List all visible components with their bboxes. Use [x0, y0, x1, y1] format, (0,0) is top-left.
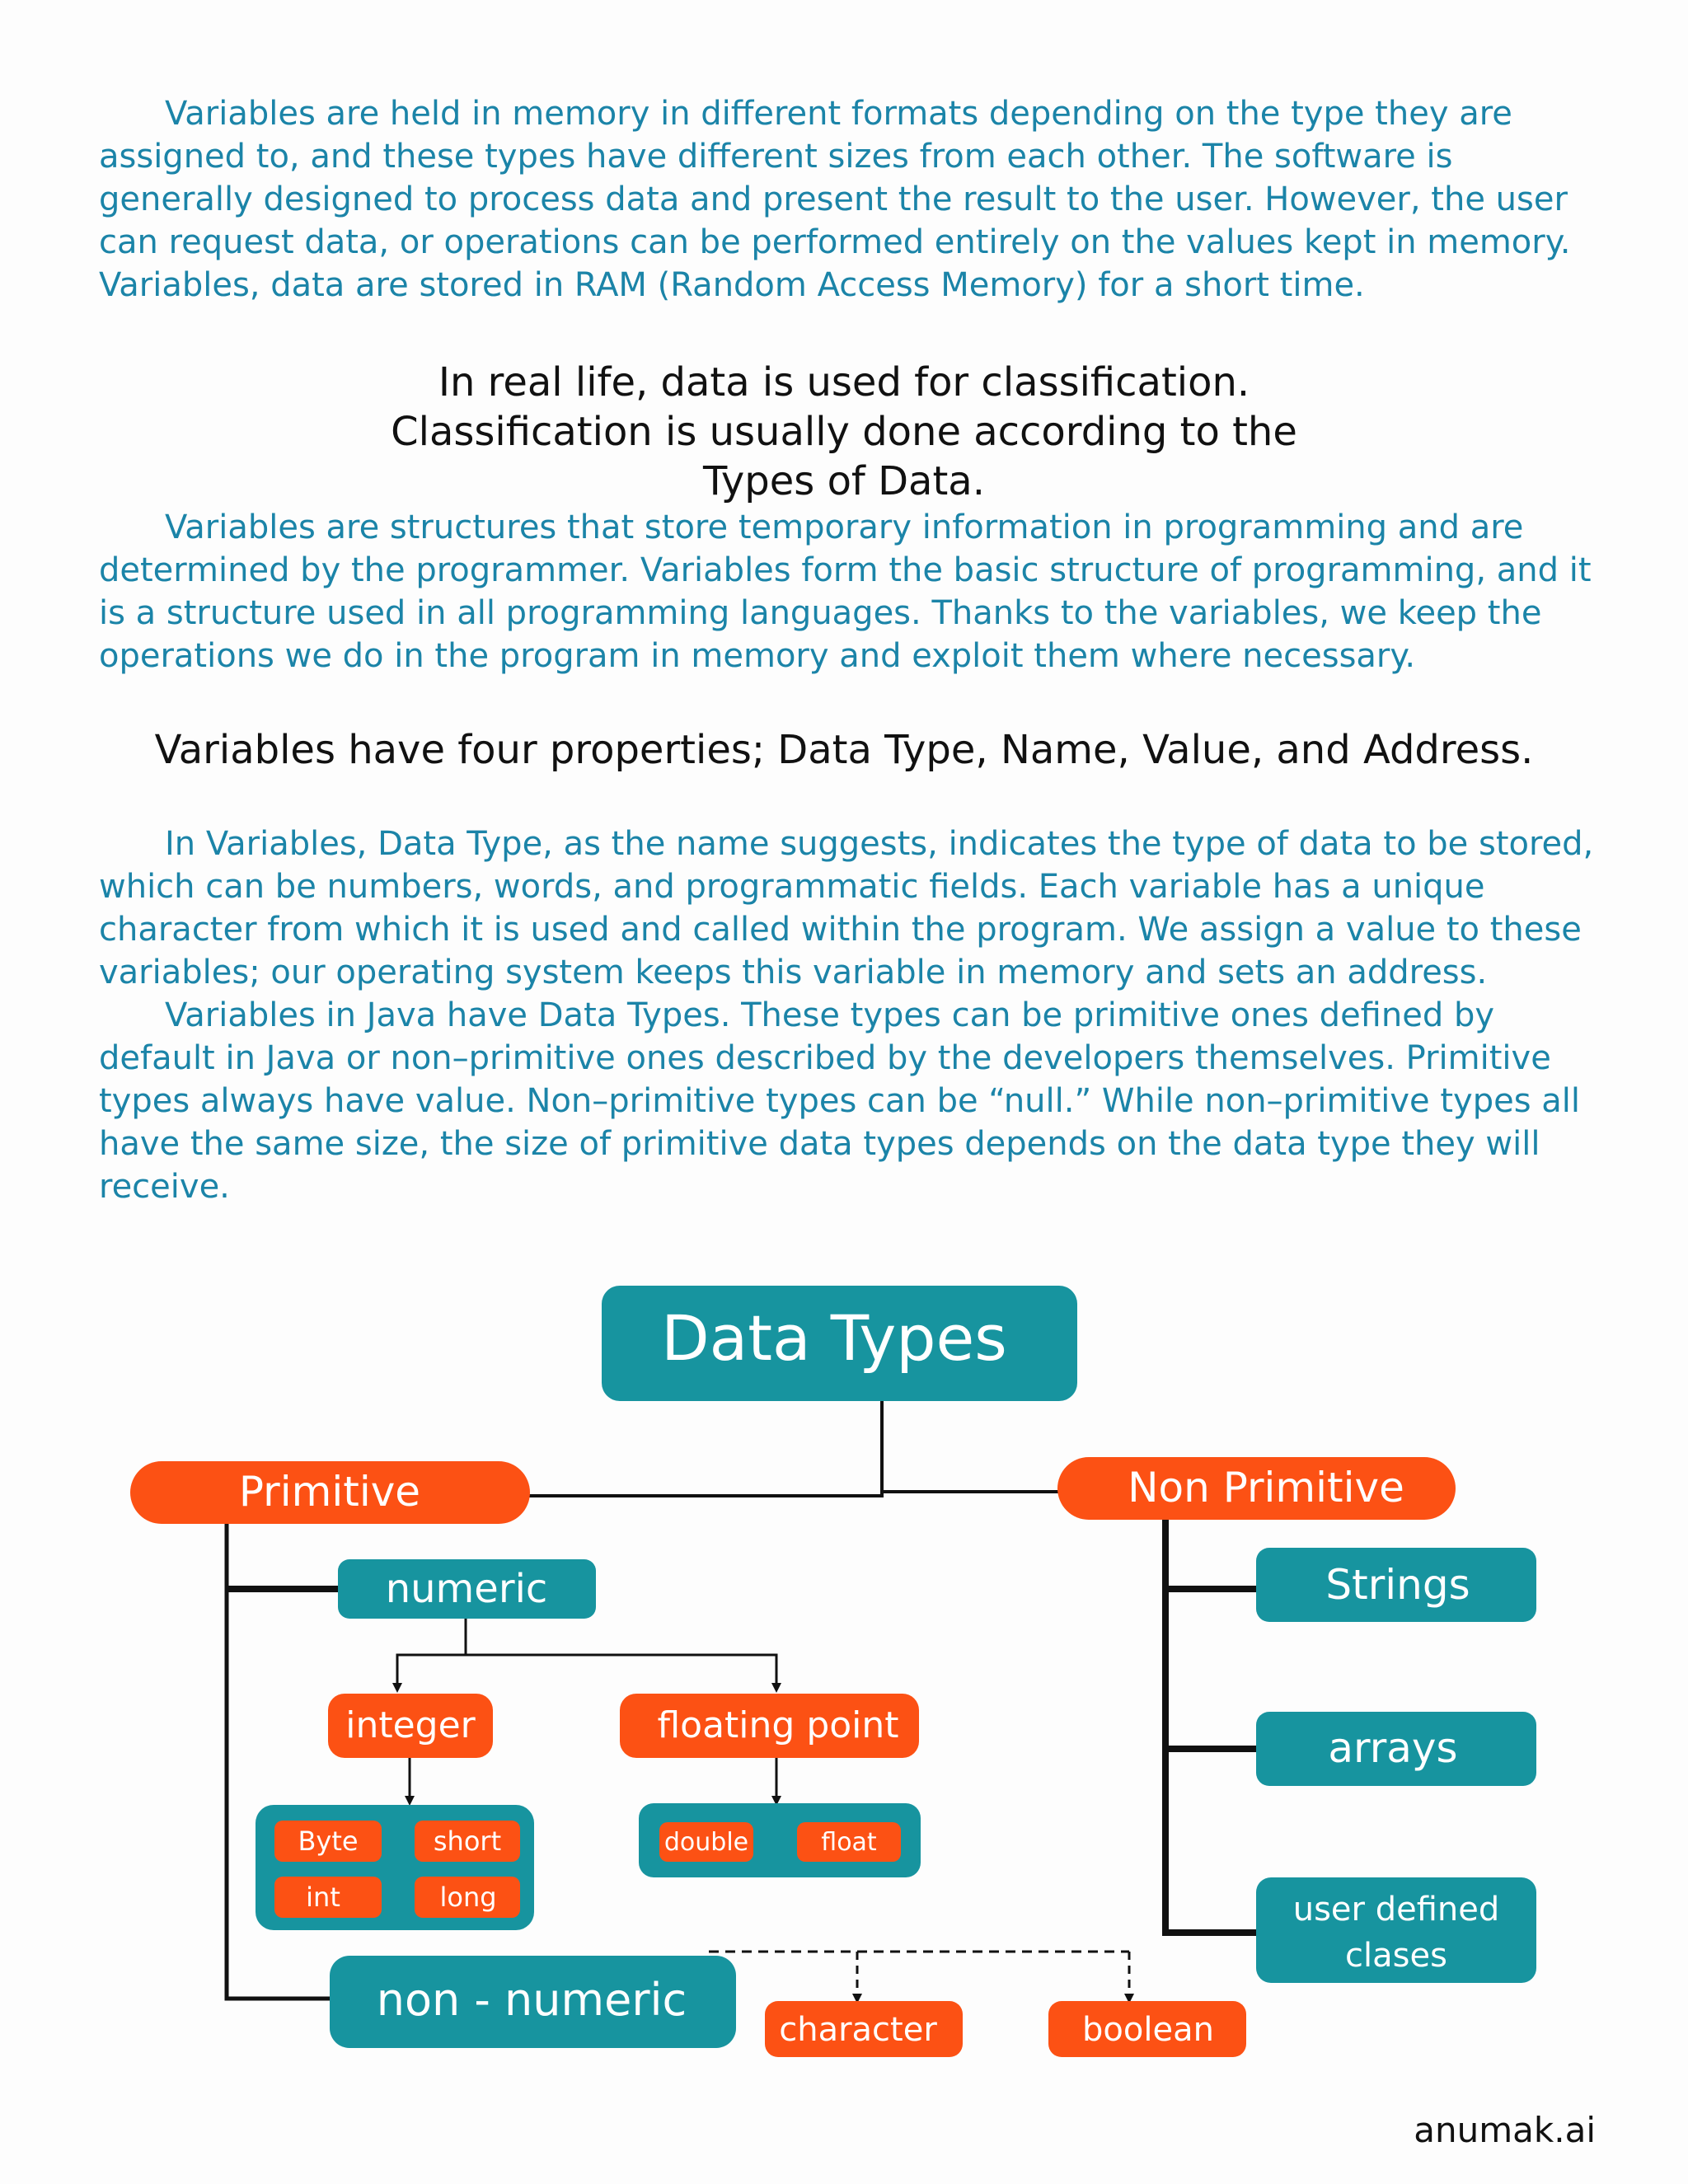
user-defined-classes-node [1256, 1877, 1536, 1983]
data-types-label: Data Types [661, 1301, 1007, 1375]
integer-types-group [256, 1805, 534, 1930]
properties-quote [0, 725, 1688, 775]
arrays-node [1256, 1712, 1536, 1786]
classification-quote-text: In real life, data is used for classification. Classification is usually done according to the Types of Data. [391, 359, 1297, 504]
non-primitive-label: Non Primitive [1128, 1464, 1404, 1511]
primitive-node [130, 1461, 530, 1524]
non-numeric-node [330, 1956, 736, 2048]
floating-point-label: floating point [657, 1704, 899, 1746]
data-types-diagram [0, 1236, 1688, 2184]
byte-chip [274, 1821, 382, 1862]
short-chip [415, 1821, 520, 1862]
character-label: character [779, 2011, 937, 2049]
strings-label: Strings [1325, 1561, 1470, 1609]
floating-point-node [620, 1694, 919, 1758]
boolean-node [1048, 2001, 1246, 2057]
character-node [765, 2001, 963, 2057]
float-label: float [821, 1828, 877, 1857]
integer-label: integer [345, 1704, 476, 1746]
non-primitive-node [1057, 1457, 1456, 1520]
brand-watermark: anumak.ai [1414, 2110, 1596, 2150]
numeric-to-integer-arrow [397, 1617, 466, 1688]
java-text: Variables in Java have Data Types. These types can be primitive ones defined by default in Java or non–primitive ones described by the developers themselves. Primitive types always have value. Non–primitive types can be “null.” While non–primitive types all have the same size, the size of primitive data types depends on the data type they will receive. [99, 996, 1581, 1206]
arrays-label: arrays [1328, 1724, 1458, 1772]
non-numeric-label: non - numeric [376, 1974, 687, 2026]
root-to-primitive-line [528, 1401, 882, 1496]
int-label: int [306, 1882, 340, 1913]
intro-paragraph [99, 92, 1599, 307]
numeric-node [338, 1559, 596, 1619]
numeric-label: numeric [385, 1566, 548, 1612]
double-label: double [663, 1828, 749, 1857]
intro-text: Variables are held in memory in different formats depending on the type they are assigned to, and these types have different sizes from each other. The software is generally designed to process data and present the result to the user. However, the user can request data, or operations can be performed entirely on the values kept in memory. Variables, data are stored in RAM (Random Access Memory) for a short time. [99, 95, 1571, 304]
datatype-paragraph [99, 823, 1599, 1208]
double-chip [659, 1822, 753, 1862]
float-types-group [639, 1803, 921, 1877]
nonprimitive-trunk-line [1165, 1516, 1261, 1933]
datatype-text: In Variables, Data Type, as the name suggests, indicates the type of data to be stored, which can be numbers, words, and programmatic fields. Each variable has a unique character from which it is used and called within the program. We assign a value to these variables; our operating system keeps this variable in memory and sets an address. [99, 825, 1594, 991]
numeric-to-float-arrow [466, 1655, 776, 1688]
float-chip [797, 1822, 901, 1862]
data-types-node [602, 1286, 1077, 1401]
byte-label: Byte [298, 1825, 359, 1857]
user-defined-label-line2: clases [1345, 1937, 1447, 1975]
strings-node [1256, 1548, 1536, 1622]
properties-quote-text: Variables have four properties; Data Type, Name, Value, and Address. [154, 727, 1534, 773]
user-defined-label-line1: user defined [1292, 1891, 1500, 1929]
long-label: long [439, 1882, 497, 1913]
structure-text: Variables are structures that store temporary information in programming and are determined by the programmer. Variables form the basic structure of programming, and it is a structure used in all programming languages. Thanks to the variables, we keep the operations we do in the program in memory and exploit them where necessary. [99, 509, 1592, 675]
boolean-label: boolean [1082, 2011, 1214, 2049]
primitive-label: Primitive [238, 1468, 421, 1516]
structure-paragraph [99, 506, 1599, 677]
long-chip [415, 1877, 520, 1918]
int-chip [274, 1877, 382, 1918]
short-label: short [433, 1825, 502, 1857]
classification-quote [0, 358, 1688, 506]
integer-node [328, 1694, 493, 1758]
